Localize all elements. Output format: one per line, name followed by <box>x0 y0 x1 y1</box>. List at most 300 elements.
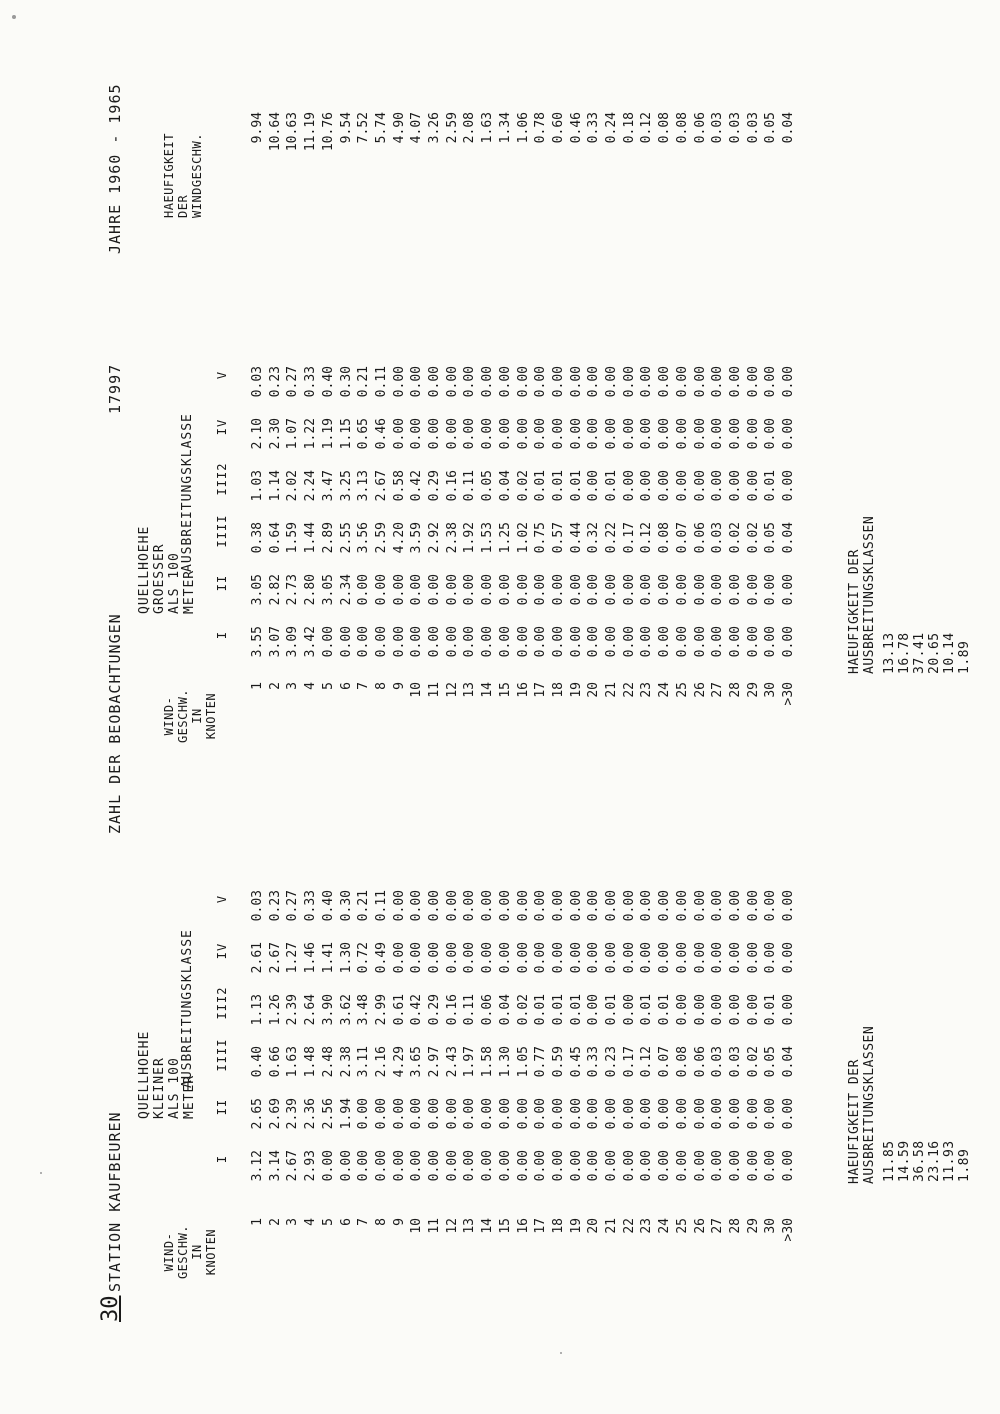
class-value-cell: 0.00 <box>639 942 655 974</box>
wind-speed-cell: 5 <box>320 1218 336 1226</box>
wind-header-line: IN <box>190 1244 204 1260</box>
class-value-cell: 0.00 <box>657 1150 673 1182</box>
right-class-header: I <box>215 630 229 640</box>
class-value-cell: 0.00 <box>710 626 726 658</box>
class-value-cell: 2.56 <box>320 1098 336 1130</box>
class-value-cell: 2.65 <box>250 1098 265 1130</box>
class-value-cell: 0.00 <box>710 994 726 1026</box>
class-value-cell: 0.00 <box>781 890 796 922</box>
class-value-cell: 3.13 <box>356 470 372 502</box>
class-value-cell: 0.00 <box>462 942 478 974</box>
class-value-cell: 0.00 <box>568 626 584 658</box>
wind-frequency-cell: 3.26 <box>427 112 442 144</box>
class-value-cell: 2.67 <box>267 942 283 974</box>
class-value-cell: 0.00 <box>781 942 796 974</box>
left-totals-label: HAEUFIGKEIT DER AUSBREITUNGSKLASSEN <box>847 1025 877 1184</box>
class-value-cell: 0.00 <box>497 574 513 606</box>
class-value-cell: 0.00 <box>639 366 655 398</box>
class-value-cell: 0.04 <box>497 994 513 1026</box>
class-value-cell: 0.40 <box>250 1046 265 1078</box>
wind-speed-cell: 8 <box>373 1218 389 1226</box>
class-value-cell: 2.36 <box>303 1098 319 1130</box>
class-value-cell: 0.00 <box>391 366 407 398</box>
class-value-cell: 0.00 <box>533 366 549 398</box>
class-value-cell: 0.00 <box>674 418 690 450</box>
class-value-cell: 0.00 <box>550 574 566 606</box>
right-totals-values: 13.13 16.78 37.41 20.65 10.14 1.89 <box>882 632 972 674</box>
class-value-cell: 0.40 <box>320 366 336 398</box>
class-value-cell: 0.00 <box>710 942 726 974</box>
wind-speed-cell: 24 <box>657 1218 673 1234</box>
wind-speed-cell: 16 <box>515 682 531 698</box>
class-value-cell: 0.03 <box>727 1046 743 1078</box>
class-value-cell: 0.00 <box>657 470 673 502</box>
class-value-cell: 3.05 <box>320 574 336 606</box>
class-value-cell: 0.05 <box>763 522 779 554</box>
class-value-cell: 1.58 <box>480 1046 496 1078</box>
class-value-cell: 1.02 <box>515 522 531 554</box>
class-value-cell: 0.00 <box>568 574 584 606</box>
left-class-header: IIII <box>215 1038 229 1072</box>
class-value-cell: 0.00 <box>763 574 779 606</box>
class-value-cell: 2.38 <box>338 1046 354 1078</box>
class-value-cell: 1.94 <box>338 1098 354 1130</box>
class-value-cell: 0.01 <box>763 470 779 502</box>
wind-speed-cell: 19 <box>568 682 584 698</box>
class-value-cell: 2.38 <box>444 522 460 554</box>
class-value-cell: 0.27 <box>285 366 301 398</box>
class-value-cell: 0.40 <box>320 890 336 922</box>
class-value-cell: 0.00 <box>745 418 761 450</box>
wind-header-line: WIND- <box>162 1232 176 1272</box>
class-value-cell: 0.00 <box>568 366 584 398</box>
wind-header-line: WIND- <box>162 696 176 736</box>
class-value-cell: 0.30 <box>338 890 354 922</box>
class-value-cell: 0.00 <box>338 1150 354 1182</box>
wind-frequency-cell: 4.90 <box>391 112 407 144</box>
wind-speed-cell: 21 <box>604 682 619 698</box>
wind-speed-cell: 27 <box>710 682 726 698</box>
class-value-cell: 0.01 <box>604 470 619 502</box>
class-value-cell: 0.01 <box>550 994 566 1026</box>
wind-frequency-cell: 5.74 <box>373 112 389 144</box>
class-value-cell: 0.06 <box>692 1046 708 1078</box>
class-value-cell: 0.27 <box>285 890 301 922</box>
class-value-cell: 1.41 <box>320 942 336 974</box>
class-value-cell: 2.43 <box>444 1046 460 1078</box>
class-value-cell: 0.00 <box>727 470 743 502</box>
class-value-cell: 0.00 <box>745 470 761 502</box>
class-value-cell: 0.00 <box>763 1098 779 1130</box>
class-value-cell: 0.00 <box>320 1150 336 1182</box>
class-value-cell: 3.05 <box>250 574 265 606</box>
class-value-cell: 0.01 <box>568 994 584 1026</box>
class-value-cell: 0.00 <box>515 942 531 974</box>
class-value-cell: 4.20 <box>391 522 407 554</box>
class-value-cell: 0.00 <box>639 1150 655 1182</box>
class-value-cell: 0.23 <box>604 1046 619 1078</box>
class-value-cell: 0.00 <box>710 418 726 450</box>
class-value-cell: 0.00 <box>533 574 549 606</box>
class-value-cell: 3.65 <box>409 1046 425 1078</box>
wind-speed-cell: 3 <box>285 682 301 690</box>
class-value-cell: 0.72 <box>356 942 372 974</box>
wind-frequency-cell: 0.04 <box>781 112 796 144</box>
class-value-cell: 0.00 <box>657 366 673 398</box>
class-value-cell: 0.00 <box>568 1098 584 1130</box>
class-value-cell: 2.67 <box>373 470 389 502</box>
class-value-cell: 0.00 <box>692 366 708 398</box>
class-value-cell: 1.44 <box>303 522 319 554</box>
class-value-cell: 0.00 <box>745 942 761 974</box>
wind-speed-cell: 1 <box>250 682 265 690</box>
class-value-cell: 0.00 <box>781 366 796 398</box>
class-value-cell: 0.00 <box>674 994 690 1026</box>
class-value-cell: 3.55 <box>250 626 265 658</box>
class-value-cell: 0.00 <box>763 366 779 398</box>
wind-frequency-cell: 2.08 <box>462 112 478 144</box>
class-value-cell: 0.00 <box>621 574 637 606</box>
class-value-cell: 0.00 <box>391 942 407 974</box>
class-value-cell: 0.00 <box>409 574 425 606</box>
wind-speed-cell: 3 <box>285 1218 301 1226</box>
class-value-cell: 0.00 <box>763 890 779 922</box>
class-value-cell: 0.00 <box>745 890 761 922</box>
wind-speed-cell: 29 <box>745 682 761 698</box>
class-value-cell: 0.00 <box>533 1150 549 1182</box>
class-value-cell: 0.00 <box>692 890 708 922</box>
wind-speed-cell: 17 <box>533 682 549 698</box>
wind-speed-cell: 12 <box>444 682 460 698</box>
left-class-header: III2 <box>215 986 229 1020</box>
class-value-cell: 0.07 <box>657 1046 673 1078</box>
class-value-cell: 0.00 <box>674 890 690 922</box>
class-value-cell: 0.00 <box>356 626 372 658</box>
wind-speed-cell: 24 <box>657 682 673 698</box>
left-class-header: I <box>215 1154 229 1164</box>
class-value-cell: 0.00 <box>674 574 690 606</box>
right-wind-header <box>162 666 218 766</box>
class-value-cell: 0.00 <box>427 418 442 450</box>
class-value-cell: 3.56 <box>356 522 372 554</box>
class-value-cell: 0.00 <box>745 994 761 1026</box>
left-class-group-label: AUSBREITUNGSKLASSE <box>180 929 195 1088</box>
class-value-cell: 0.00 <box>781 626 796 658</box>
wind-frequency-cell: 10.63 <box>285 112 301 152</box>
class-value-cell: 0.33 <box>303 366 319 398</box>
class-value-cell: 2.92 <box>427 522 442 554</box>
class-value-cell: 2.39 <box>285 1098 301 1130</box>
class-value-cell: 0.00 <box>391 890 407 922</box>
class-value-cell: 0.00 <box>674 942 690 974</box>
class-value-cell: 0.23 <box>267 366 283 398</box>
class-value-cell: 0.00 <box>586 890 602 922</box>
wind-speed-cell: 22 <box>621 1218 637 1234</box>
class-value-cell: 0.00 <box>515 574 531 606</box>
class-value-cell: 0.01 <box>568 470 584 502</box>
class-value-cell: 0.00 <box>639 574 655 606</box>
class-value-cell: 2.73 <box>285 574 301 606</box>
wind-speed-cell: 9 <box>391 682 407 690</box>
freq-header <box>162 78 204 218</box>
class-value-cell: 0.17 <box>621 522 637 554</box>
class-value-cell: 2.48 <box>320 1046 336 1078</box>
right-class-header: IIII <box>215 514 229 548</box>
class-value-cell: 0.00 <box>427 890 442 922</box>
wind-speed-cell: 28 <box>727 682 743 698</box>
class-value-cell: 0.00 <box>657 626 673 658</box>
wind-speed-cell: 26 <box>692 1218 708 1234</box>
wind-frequency-cell: 10.76 <box>320 112 336 152</box>
class-value-cell: 0.00 <box>568 418 584 450</box>
class-value-cell: 1.22 <box>303 418 319 450</box>
class-value-cell: 0.06 <box>692 522 708 554</box>
class-value-cell: 0.03 <box>250 366 265 398</box>
class-value-cell: 0.01 <box>639 994 655 1026</box>
class-value-cell: 0.01 <box>533 994 549 1026</box>
class-value-cell: 0.00 <box>568 1150 584 1182</box>
class-value-cell: 3.14 <box>267 1150 283 1182</box>
wind-speed-cell: 19 <box>568 1218 584 1234</box>
class-value-cell: 0.30 <box>338 366 354 398</box>
class-value-cell: 2.67 <box>285 1150 301 1182</box>
right-class-group-label: AUSBREITUNGSKLASSE <box>180 413 195 572</box>
class-value-cell: 0.00 <box>373 1150 389 1182</box>
class-value-cell: 0.00 <box>480 574 496 606</box>
class-value-cell: 0.00 <box>480 626 496 658</box>
wind-speed-cell: 6 <box>338 682 354 690</box>
class-value-cell: 0.59 <box>550 1046 566 1078</box>
class-value-cell: 0.00 <box>480 890 496 922</box>
class-value-cell: 0.04 <box>781 1046 796 1078</box>
class-value-cell: 0.00 <box>586 942 602 974</box>
wind-speed-cell: 2 <box>267 682 283 690</box>
class-value-cell: 0.00 <box>692 418 708 450</box>
wind-speed-cell: 7 <box>356 682 372 690</box>
class-value-cell: 0.00 <box>320 626 336 658</box>
class-value-cell: 0.00 <box>621 1098 637 1130</box>
class-value-cell: 0.00 <box>710 1098 726 1130</box>
class-value-cell: 3.12 <box>250 1150 265 1182</box>
class-value-cell: 3.09 <box>285 626 301 658</box>
class-value-cell: 0.00 <box>763 626 779 658</box>
class-value-cell: 0.33 <box>586 1046 602 1078</box>
wind-speed-cell: 25 <box>674 682 690 698</box>
left-class-header: V <box>215 894 229 904</box>
wind-speed-cell: 17 <box>533 1218 549 1234</box>
class-value-cell: 0.00 <box>657 574 673 606</box>
class-value-cell: 0.00 <box>533 942 549 974</box>
class-value-cell: 0.00 <box>550 1150 566 1182</box>
class-value-cell: 2.10 <box>250 418 265 450</box>
wind-frequency-cell: 0.18 <box>621 112 637 144</box>
class-value-cell: 0.00 <box>515 1098 531 1130</box>
class-value-cell: 0.00 <box>533 1098 549 1130</box>
class-value-cell: 0.17 <box>621 1046 637 1078</box>
class-value-cell: 0.44 <box>568 522 584 554</box>
wind-header-line: GESCHW. <box>176 688 190 744</box>
wind-frequency-cell: 0.03 <box>745 112 761 144</box>
class-value-cell: 2.61 <box>250 942 265 974</box>
class-value-cell: 0.23 <box>267 890 283 922</box>
class-value-cell: 0.58 <box>391 470 407 502</box>
class-value-cell: 0.00 <box>515 1150 531 1182</box>
class-value-cell: 0.00 <box>480 1150 496 1182</box>
class-value-cell: 0.00 <box>710 890 726 922</box>
class-value-cell: 0.00 <box>409 1150 425 1182</box>
class-value-cell: 0.00 <box>391 418 407 450</box>
wind-frequency-cell: 0.78 <box>533 112 549 144</box>
wind-speed-cell: 18 <box>550 682 566 698</box>
class-value-cell: 0.08 <box>657 522 673 554</box>
wind-speed-cell: 14 <box>480 1218 496 1234</box>
class-value-cell: 3.07 <box>267 626 283 658</box>
class-value-cell: 0.00 <box>427 366 442 398</box>
wind-frequency-cell: 0.03 <box>710 112 726 144</box>
class-value-cell: 3.42 <box>303 626 319 658</box>
class-value-cell: 0.00 <box>444 1098 460 1130</box>
class-value-cell: 0.64 <box>267 522 283 554</box>
class-value-cell: 0.00 <box>674 470 690 502</box>
class-value-cell: 0.00 <box>763 418 779 450</box>
wind-speed-cell: 10 <box>409 682 425 698</box>
wind-speed-cell: 8 <box>373 682 389 690</box>
wind-frequency-cell: 11.19 <box>303 112 319 152</box>
class-value-cell: 0.02 <box>515 994 531 1026</box>
wind-speed-cell: 15 <box>497 682 513 698</box>
class-value-cell: 0.01 <box>604 994 619 1026</box>
right-totals-label: HAEUFIGKEIT DER AUSBREITUNGSKLASSEN <box>847 515 877 674</box>
class-value-cell: 0.00 <box>497 1150 513 1182</box>
observations-count: 17997 <box>106 363 124 414</box>
left-class-header: IV <box>215 942 229 960</box>
class-value-cell: 0.00 <box>338 626 354 658</box>
class-value-cell: 0.00 <box>497 890 513 922</box>
class-value-cell: 0.00 <box>710 470 726 502</box>
class-value-cell: 0.00 <box>480 1098 496 1130</box>
wind-speed-cell: 16 <box>515 1218 531 1234</box>
wind-speed-cell: 4 <box>303 1218 319 1226</box>
wind-speed-cell: >30 <box>781 682 796 706</box>
class-value-cell: 0.00 <box>621 1150 637 1182</box>
class-value-cell: 0.00 <box>533 418 549 450</box>
station-number: 30 <box>98 1295 123 1322</box>
class-value-cell: 0.00 <box>727 574 743 606</box>
class-value-cell: 1.53 <box>480 522 496 554</box>
class-value-cell: 0.00 <box>586 366 602 398</box>
class-value-cell: 0.00 <box>604 574 619 606</box>
class-value-cell: 3.62 <box>338 994 354 1026</box>
left-wind-header <box>162 1202 218 1302</box>
class-value-cell: 0.05 <box>763 1046 779 1078</box>
class-value-cell: 0.06 <box>480 994 496 1026</box>
class-value-cell: 1.15 <box>338 418 354 450</box>
class-value-cell: 0.00 <box>586 1150 602 1182</box>
class-value-cell: 0.00 <box>692 574 708 606</box>
class-value-cell: 0.04 <box>497 470 513 502</box>
class-value-cell: 0.00 <box>692 994 708 1026</box>
wind-speed-cell: 15 <box>497 1218 513 1234</box>
scan-speck <box>40 1172 42 1174</box>
wind-speed-cell: 10 <box>409 1218 425 1234</box>
wind-speed-cell: 30 <box>763 682 779 698</box>
class-value-cell: 0.00 <box>444 366 460 398</box>
wind-speed-cell: 6 <box>338 1218 354 1226</box>
wind-speed-cell: 29 <box>745 1218 761 1234</box>
wind-header-line: KNOTEN <box>204 1228 218 1276</box>
class-value-cell: 0.07 <box>674 522 690 554</box>
class-value-cell: 1.46 <box>303 942 319 974</box>
right-class-header: III2 <box>215 462 229 496</box>
class-value-cell: 0.00 <box>657 942 673 974</box>
class-value-cell: 0.01 <box>763 994 779 1026</box>
class-value-cell: 1.59 <box>285 522 301 554</box>
class-value-cell: 0.00 <box>427 626 442 658</box>
class-value-cell: 1.30 <box>338 942 354 974</box>
class-value-cell: 0.00 <box>674 366 690 398</box>
class-value-cell: 0.00 <box>692 1150 708 1182</box>
right-class-header: IV <box>215 418 229 436</box>
wind-speed-cell: 26 <box>692 682 708 698</box>
class-value-cell: 1.48 <box>303 1046 319 1078</box>
class-value-cell: 0.00 <box>586 574 602 606</box>
wind-frequency-cell: 0.06 <box>692 112 708 144</box>
wind-frequency-cell: 0.12 <box>639 112 655 144</box>
class-value-cell: 0.00 <box>604 1098 619 1130</box>
class-value-cell: 0.00 <box>710 574 726 606</box>
class-value-cell: 0.00 <box>727 1098 743 1130</box>
class-value-cell: 0.00 <box>710 1150 726 1182</box>
class-value-cell: 0.42 <box>409 994 425 1026</box>
wind-frequency-cell: 9.94 <box>250 112 265 144</box>
class-value-cell: 0.11 <box>373 366 389 398</box>
class-value-cell: 0.00 <box>604 1150 619 1182</box>
class-value-cell: 0.00 <box>621 418 637 450</box>
class-value-cell: 0.42 <box>409 470 425 502</box>
class-value-cell: 0.11 <box>462 994 478 1026</box>
class-value-cell: 2.64 <box>303 994 319 1026</box>
class-value-cell: 0.00 <box>621 942 637 974</box>
wind-speed-cell: 4 <box>303 682 319 690</box>
class-value-cell: 0.21 <box>356 366 372 398</box>
class-value-cell: 0.00 <box>745 1150 761 1182</box>
class-value-cell: 0.00 <box>639 470 655 502</box>
class-value-cell: 0.08 <box>674 1046 690 1078</box>
years-range: JAHRE 1960 - 1965 <box>106 83 124 254</box>
class-value-cell: 0.00 <box>745 366 761 398</box>
class-value-cell: 0.00 <box>586 470 602 502</box>
scan-speck <box>560 1352 562 1354</box>
class-value-cell: 0.00 <box>409 890 425 922</box>
class-value-cell: 0.38 <box>250 522 265 554</box>
class-value-cell: 0.00 <box>586 1098 602 1130</box>
class-value-cell: 0.00 <box>497 366 513 398</box>
class-value-cell: 0.49 <box>373 942 389 974</box>
class-value-cell: 0.00 <box>727 1150 743 1182</box>
right-class-header: II <box>215 574 229 592</box>
class-value-cell: 0.00 <box>444 890 460 922</box>
class-value-cell: 0.00 <box>427 1150 442 1182</box>
class-value-cell: 0.61 <box>391 994 407 1026</box>
class-value-cell: 0.00 <box>356 1098 372 1130</box>
class-value-cell: 1.05 <box>515 1046 531 1078</box>
class-value-cell: 0.00 <box>621 890 637 922</box>
class-value-cell: 0.02 <box>745 1046 761 1078</box>
class-value-cell: 0.00 <box>409 942 425 974</box>
class-value-cell: 0.00 <box>480 366 496 398</box>
wind-header-line: KNOTEN <box>204 692 218 740</box>
class-value-cell: 0.77 <box>533 1046 549 1078</box>
